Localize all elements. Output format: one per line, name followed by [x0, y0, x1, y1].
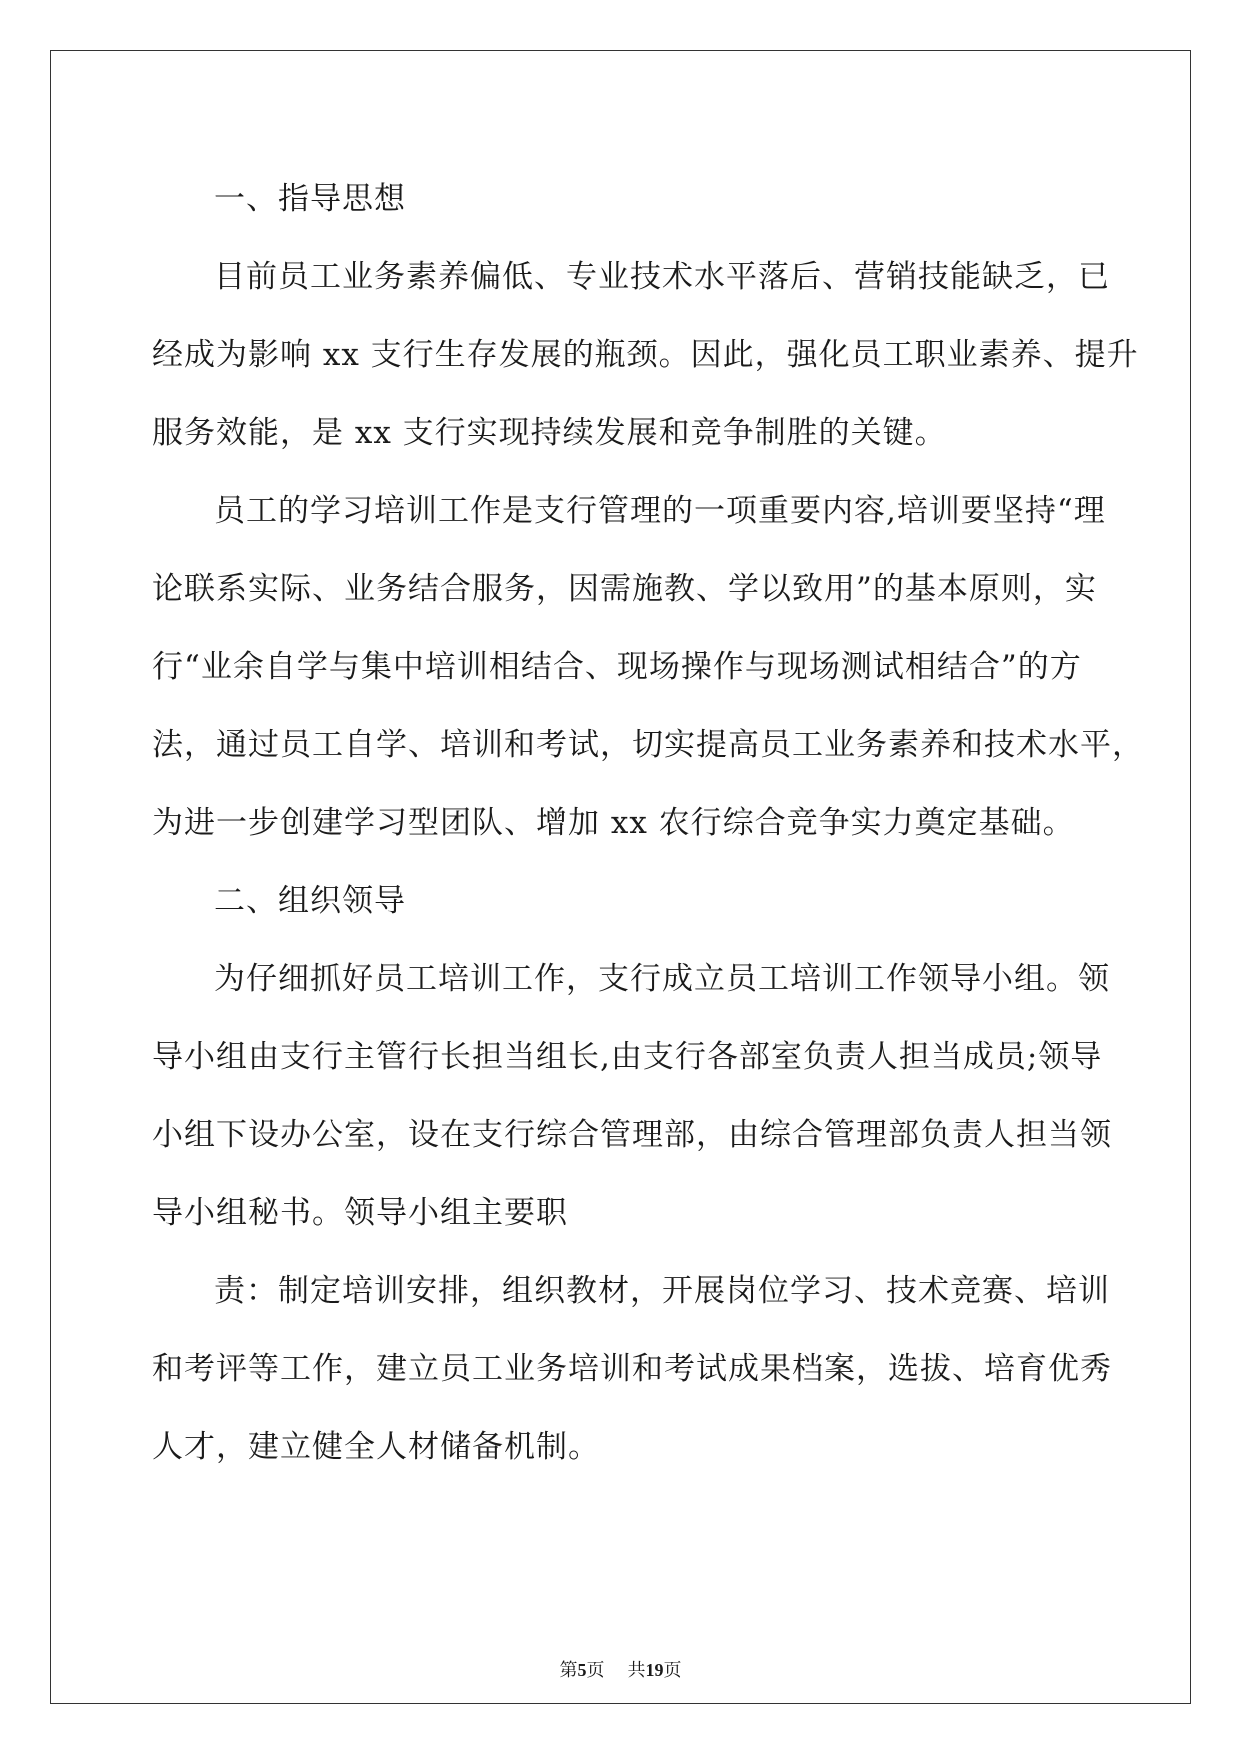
- body-line: 员工的学习培训工作是支行管理的一项重要内容,培训要坚持“理: [214, 493, 1106, 529]
- total-prefix: 共: [627, 1660, 646, 1681]
- page-footer: [0, 1658, 1241, 1683]
- page-suffix: 页: [586, 1660, 605, 1681]
- body-line: 经成为影响 xx 支行生存发展的瓶颈。因此，强化员工职业素养、提升: [152, 337, 1139, 373]
- body-line: 行“业余自学与集中培训相结合、现场操作与现场测试相结合”的方: [152, 649, 1082, 685]
- body-line: 导小组秘书。领导小组主要职: [152, 1195, 568, 1231]
- page-prefix: 第: [559, 1660, 578, 1681]
- body-line: 为进一步创建学习型团队、增加 xx 农行综合竞争实力奠定基础。: [152, 805, 1075, 841]
- body-line: 和考评等工作，建立员工业务培训和考试成果档案，选拔、培育优秀: [152, 1351, 1112, 1387]
- body-line: 小组下设办公室，设在支行综合管理部，由综合管理部负责人担当领: [152, 1117, 1112, 1153]
- body-line: 目前员工业务素养偏低、专业技术水平落后、营销技能缺乏，已: [214, 259, 1110, 295]
- body-line: 责：制定培训安排，组织教材，开展岗位学习、技术竞赛、培训: [214, 1273, 1110, 1309]
- body-line: 论联系实际、业务结合服务，因需施教、学以致用”的基本原则，实: [152, 571, 1097, 607]
- section-heading-organization: 二、组织领导: [214, 883, 406, 919]
- body-line: 服务效能，是 xx 支行实现持续发展和竞争制胜的关键。: [152, 415, 947, 451]
- body-line: 为仔细抓好员工培训工作，支行成立员工培训工作领导小组。领: [214, 961, 1110, 997]
- body-line: 人才，建立健全人材储备机制。: [152, 1429, 600, 1465]
- page-number: 5: [577, 1660, 587, 1680]
- document-body: [152, 160, 1144, 1486]
- section-heading-guiding-ideology: 一、指导思想: [214, 181, 406, 217]
- body-line: 导小组由支行主管行长担当组长,由支行各部室负责人担当成员;领导: [152, 1039, 1103, 1075]
- total-pages: 19: [645, 1660, 664, 1680]
- total-suffix: 页: [663, 1660, 682, 1681]
- body-line: 法，通过员工自学、培训和考试，切实提高员工业务素养和技术水平，: [152, 727, 1144, 763]
